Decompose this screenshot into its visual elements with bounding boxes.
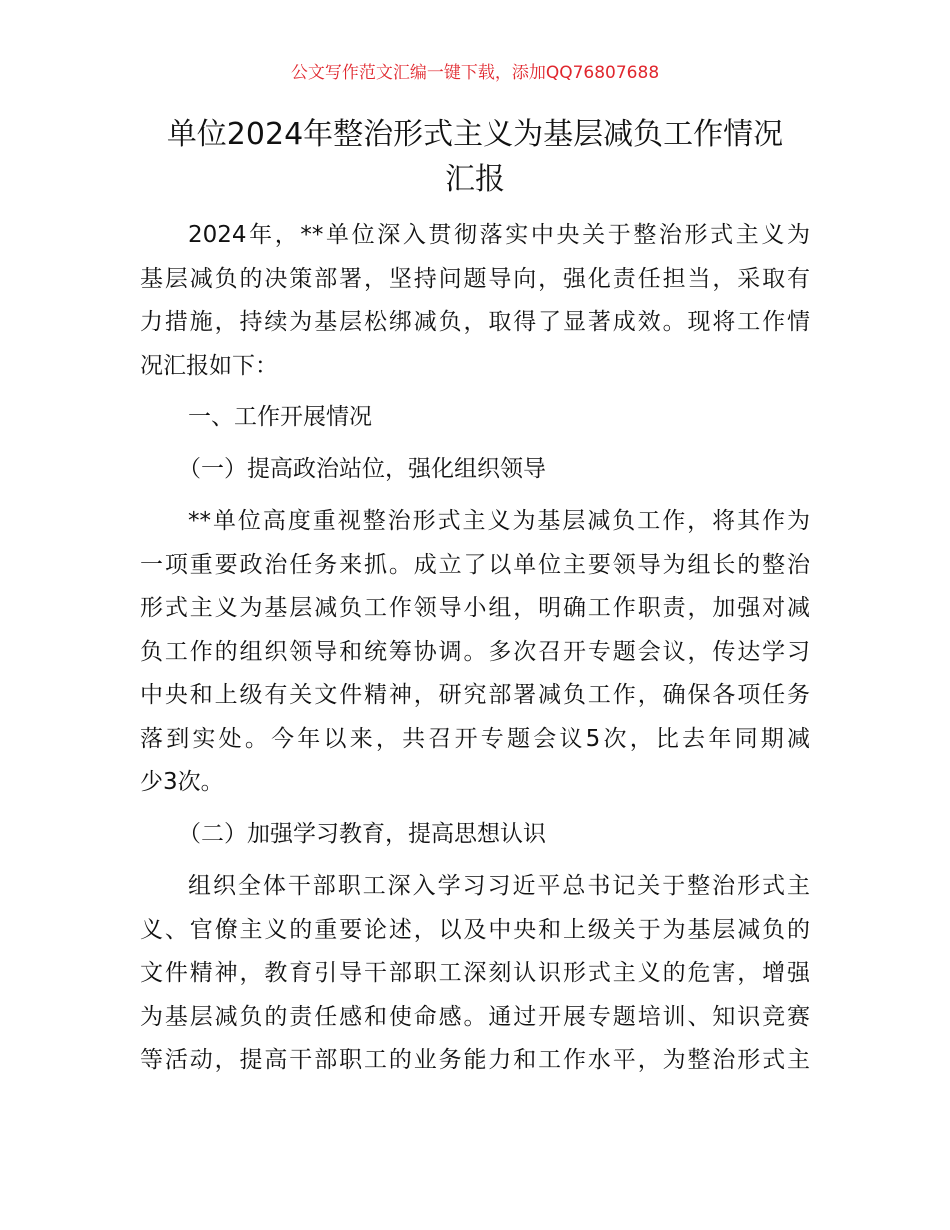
section-heading: 一、工作开展情况 — [188, 404, 372, 430]
text-line: 文件精神，教育引导干部职工深刻认识形式主义的危害，增强 — [140, 960, 810, 986]
subsection-heading-1: （一）提高政治站位，强化组织领导 — [178, 456, 546, 482]
text-line: 形式主义为基层减负工作领导小组，明确工作职责，加强对减 — [140, 595, 810, 621]
title-line: 单位2024年整治形式主义为基层减负工作情况 — [166, 117, 784, 152]
paragraph-1 — [140, 500, 810, 805]
paragraph-2 — [140, 865, 810, 1083]
text-line: 况汇报如下： — [140, 352, 278, 379]
text-line: 义、官僚主义的重要论述，以及中央和上级关于为基层减负的 — [140, 916, 810, 943]
text-line: 基层减负的决策部署，坚持问题导向，强化责任担当，采取有 — [140, 265, 810, 292]
text-line: 等活动，提高干部职工的业务能力和工作水平，为整治形式主 — [140, 1047, 810, 1073]
text-line: 2024年，**单位深入贯彻落实中央关于整治形式主义为 — [188, 222, 810, 248]
text-line: 一项重要政治任务来抓。成立了以单位主要领导为组长的整治 — [140, 551, 810, 578]
text-line: 组织全体干部职工深入学习习近平总书记关于整治形式主 — [188, 873, 810, 899]
title-line: 汇报 — [445, 162, 505, 197]
text-line: 为基层减负的责任感和使命感。通过开展专题培训、知识竞赛 — [140, 1003, 810, 1030]
subsection-heading-2: （二）加强学习教育，提高思想认识 — [178, 821, 546, 847]
text-line: 落到实处。今年以来，共召开专题会议5次，比去年同期减 — [140, 725, 810, 752]
download-banner: 公文写作范文汇编一键下载，添加QQ76807688 — [290, 63, 660, 83]
text-line: 负工作的组织领导和统筹协调。多次召开专题会议，传达学习 — [140, 638, 810, 665]
text-line: **单位高度重视整治形式主义为基层减负工作，将其作为 — [188, 508, 810, 534]
text-line: 少3次。 — [140, 769, 224, 795]
text-line: 中央和上级有关文件精神，研究部署减负工作，确保各项任务 — [140, 682, 810, 708]
text-line: 力措施，持续为基层松绑减负，取得了显著成效。现将工作情 — [140, 309, 810, 335]
intro-paragraph — [140, 214, 810, 388]
document-title — [130, 112, 820, 202]
